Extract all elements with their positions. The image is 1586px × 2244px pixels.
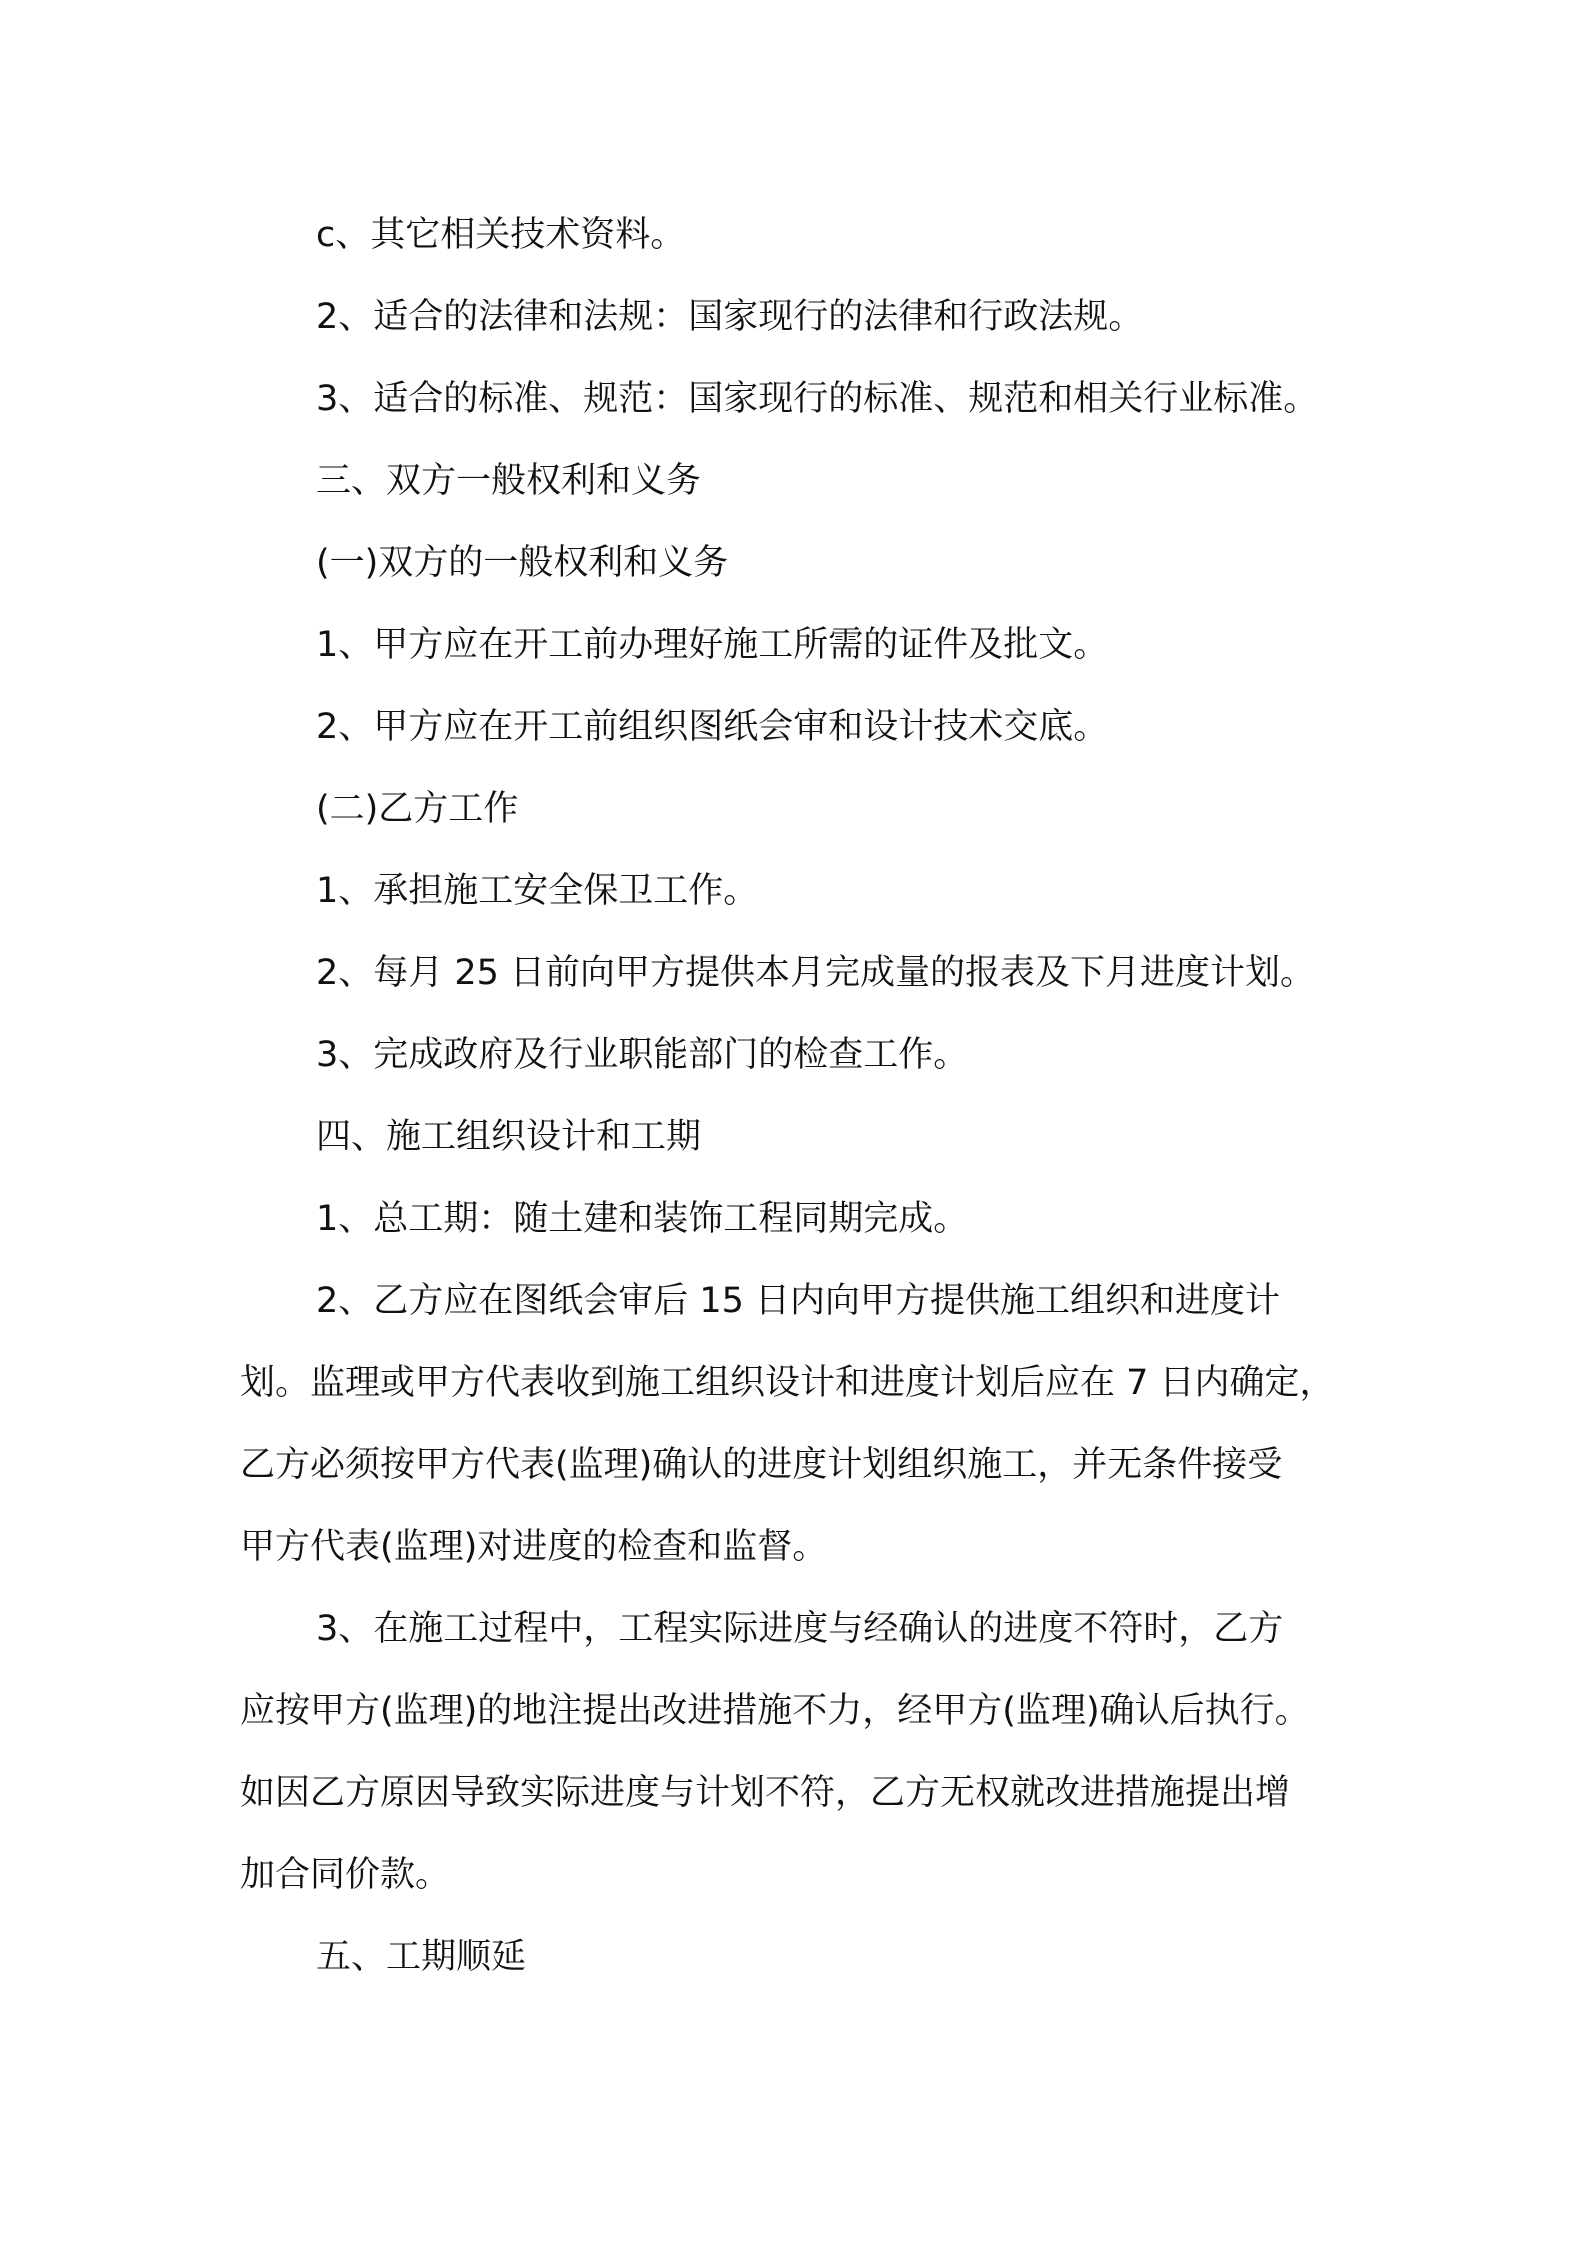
subsection-heading: (二)乙方工作 xyxy=(316,789,519,829)
doc-line: 2、甲方应在开工前组织图纸会审和设计技术交底。 xyxy=(316,707,1109,747)
doc-line: 3、完成政府及行业职能部门的检查工作。 xyxy=(316,1035,969,1075)
paragraph-line: 乙方必须按甲方代表(监理)确认的进度计划组织施工，并无条件接受 xyxy=(240,1445,1283,1485)
paragraph-line: 加合同价款。 xyxy=(240,1855,451,1895)
paragraph-line: 划。监理或甲方代表收到施工组织设计和进度计划后应在 7 日内确定， xyxy=(240,1363,1335,1403)
subsection-heading: (一)双方的一般权利和义务 xyxy=(316,543,729,583)
doc-line: 2、每月 25 日前向甲方提供本月完成量的报表及下月进度计划。 xyxy=(316,953,1316,993)
section-heading: 五、工期顺延 xyxy=(316,1937,527,1977)
doc-line: 3、适合的标准、规范：国家现行的标准、规范和相关行业标准。 xyxy=(316,379,1319,419)
document-body xyxy=(240,194,1370,1998)
paragraph-line: 2、乙方应在图纸会审后 15 日内向甲方提供施工组织和进度计 xyxy=(316,1281,1281,1321)
paragraph-line: 应按甲方(监理)的地注提出改进措施不力，经甲方(监理)确认后执行。 xyxy=(240,1691,1310,1731)
doc-line: 1、甲方应在开工前办理好施工所需的证件及批文。 xyxy=(316,625,1109,665)
paragraph-line: 3、在施工过程中，工程实际进度与经确认的进度不符时，乙方 xyxy=(316,1609,1284,1649)
paragraph-line: 如因乙方原因导致实际进度与计划不符，乙方无权就改进措施提出增 xyxy=(240,1773,1291,1813)
doc-line: c、其它相关技术资料。 xyxy=(316,215,686,255)
section-heading: 四、施工组织设计和工期 xyxy=(316,1117,702,1157)
section-heading: 三、双方一般权利和义务 xyxy=(316,461,702,501)
doc-line: 1、总工期：随土建和装饰工程同期完成。 xyxy=(316,1199,969,1239)
paragraph-line: 甲方代表(监理)对进度的检查和监督。 xyxy=(240,1527,828,1567)
doc-line: 2、适合的法律和法规：国家现行的法律和行政法规。 xyxy=(316,297,1144,337)
doc-line: 1、承担施工安全保卫工作。 xyxy=(316,871,759,911)
